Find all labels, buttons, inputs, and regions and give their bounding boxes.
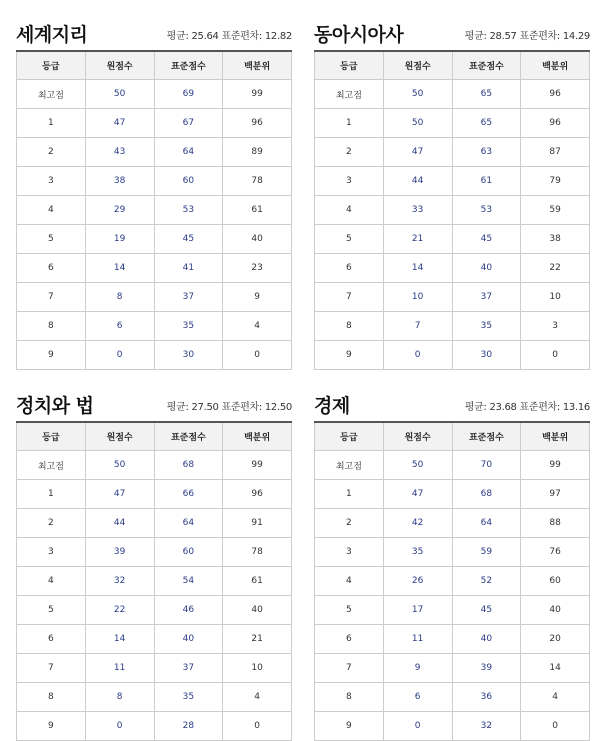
table-header-row	[315, 51, 590, 80]
subject-title: 정치와 법	[16, 395, 94, 417]
grade-cell: 8	[315, 312, 384, 341]
raw-score-cell: 0	[85, 712, 154, 741]
raw-score-cell: 14	[85, 625, 154, 654]
percentile-header: 백분위	[223, 51, 292, 80]
percentile-cell: 88	[521, 509, 590, 538]
raw-score-header: 원점수	[383, 51, 452, 80]
standard-score-header: 표준점수	[452, 51, 521, 80]
raw-score-cell: 50	[85, 80, 154, 109]
standard-score-cell: 30	[452, 341, 521, 370]
grade-cell: 1	[17, 109, 86, 138]
standard-score-cell: 37	[452, 283, 521, 312]
raw-score-cell: 50	[383, 80, 452, 109]
grade-cell: 4	[17, 196, 86, 225]
grade-cell: 최고점	[315, 80, 384, 109]
grade-cell: 4	[315, 196, 384, 225]
table-row	[17, 312, 292, 341]
table-row	[315, 80, 590, 109]
table-row	[17, 712, 292, 741]
standard-score-cell: 37	[154, 283, 223, 312]
table-row	[315, 196, 590, 225]
percentile-cell: 60	[521, 567, 590, 596]
standard-score-cell: 68	[154, 451, 223, 480]
standard-score-cell: 60	[154, 538, 223, 567]
table-row	[17, 109, 292, 138]
table-row	[315, 312, 590, 341]
percentile-cell: 96	[223, 109, 292, 138]
standard-score-cell: 45	[452, 596, 521, 625]
percentile-cell: 14	[521, 654, 590, 683]
subject-stats: 평균: 28.57 표준편차: 14.29	[464, 31, 590, 42]
table-row	[315, 567, 590, 596]
grade-cell: 2	[315, 509, 384, 538]
percentile-cell: 78	[223, 167, 292, 196]
grade-cell: 6	[17, 254, 86, 283]
raw-score-header: 원점수	[85, 51, 154, 80]
percentile-cell: 10	[223, 654, 292, 683]
raw-score-cell: 50	[85, 451, 154, 480]
standard-score-cell: 40	[154, 625, 223, 654]
raw-score-cell: 14	[85, 254, 154, 283]
raw-score-cell: 26	[383, 567, 452, 596]
table-row	[17, 167, 292, 196]
percentile-cell: 76	[521, 538, 590, 567]
grade-cell: 2	[17, 509, 86, 538]
percentile-cell: 21	[223, 625, 292, 654]
raw-score-cell: 44	[383, 167, 452, 196]
standard-score-cell: 40	[452, 625, 521, 654]
table-row	[17, 225, 292, 254]
table-row	[315, 451, 590, 480]
raw-score-cell: 47	[85, 109, 154, 138]
panel-header	[16, 18, 292, 50]
subject-panel	[16, 18, 292, 370]
raw-score-cell: 50	[383, 109, 452, 138]
grade-cell: 6	[17, 625, 86, 654]
raw-score-cell: 35	[383, 538, 452, 567]
percentile-cell: 40	[223, 225, 292, 254]
raw-score-cell: 39	[85, 538, 154, 567]
standard-score-cell: 53	[452, 196, 521, 225]
standard-score-cell: 40	[452, 254, 521, 283]
raw-score-cell: 47	[383, 138, 452, 167]
raw-score-cell: 8	[85, 283, 154, 312]
table-row	[315, 654, 590, 683]
raw-score-cell: 32	[85, 567, 154, 596]
grade-cell: 8	[17, 312, 86, 341]
percentile-cell: 61	[223, 567, 292, 596]
grade-header: 등급	[17, 422, 86, 451]
grade-header: 등급	[315, 422, 384, 451]
table-header-row	[17, 51, 292, 80]
panel-header	[314, 389, 590, 421]
standard-score-cell: 32	[452, 712, 521, 741]
standard-score-cell: 52	[452, 567, 521, 596]
subject-title: 동아시아사	[314, 24, 404, 46]
grade-header: 등급	[17, 51, 86, 80]
grade-cell: 5	[17, 225, 86, 254]
grade-cell: 6	[315, 254, 384, 283]
standard-score-cell: 68	[452, 480, 521, 509]
subject-stats: 평균: 23.68 표준편차: 13.16	[464, 402, 590, 413]
grade-cell: 5	[315, 225, 384, 254]
grade-cell: 1	[315, 480, 384, 509]
grade-cell: 7	[17, 283, 86, 312]
grade-header: 등급	[315, 51, 384, 80]
subject-stats: 평균: 25.64 표준편차: 12.82	[166, 31, 292, 42]
percentile-cell: 9	[223, 283, 292, 312]
raw-score-cell: 47	[383, 480, 452, 509]
grade-table	[16, 421, 292, 741]
raw-score-cell: 6	[383, 683, 452, 712]
table-row	[17, 451, 292, 480]
percentile-cell: 0	[223, 712, 292, 741]
grade-cell: 1	[17, 480, 86, 509]
standard-score-cell: 64	[154, 509, 223, 538]
table-row	[17, 196, 292, 225]
standard-score-cell: 65	[452, 80, 521, 109]
table-row	[315, 538, 590, 567]
panel-header	[314, 18, 590, 50]
standard-score-cell: 59	[452, 538, 521, 567]
table-row	[315, 712, 590, 741]
percentile-cell: 0	[521, 712, 590, 741]
percentile-header: 백분위	[521, 51, 590, 80]
percentile-cell: 99	[223, 451, 292, 480]
percentile-cell: 3	[521, 312, 590, 341]
percentile-cell: 97	[521, 480, 590, 509]
standard-score-cell: 60	[154, 167, 223, 196]
grade-cell: 최고점	[315, 451, 384, 480]
grade-cell: 5	[17, 596, 86, 625]
standard-score-cell: 37	[154, 654, 223, 683]
standard-score-cell: 35	[452, 312, 521, 341]
table-row	[315, 341, 590, 370]
subject-title: 경제	[314, 395, 350, 417]
raw-score-cell: 38	[85, 167, 154, 196]
table-row	[315, 625, 590, 654]
percentile-cell: 4	[521, 683, 590, 712]
percentile-cell: 0	[521, 341, 590, 370]
raw-score-cell: 0	[383, 341, 452, 370]
standard-score-cell: 28	[154, 712, 223, 741]
table-row	[315, 225, 590, 254]
raw-score-cell: 22	[85, 596, 154, 625]
percentile-cell: 4	[223, 683, 292, 712]
table-row	[17, 254, 292, 283]
raw-score-cell: 0	[85, 341, 154, 370]
subject-panel	[314, 18, 590, 370]
percentile-cell: 59	[521, 196, 590, 225]
standard-score-cell: 36	[452, 683, 521, 712]
raw-score-cell: 0	[383, 712, 452, 741]
standard-score-cell: 70	[452, 451, 521, 480]
raw-score-cell: 29	[85, 196, 154, 225]
percentile-cell: 40	[223, 596, 292, 625]
table-row	[17, 480, 292, 509]
percentile-cell: 91	[223, 509, 292, 538]
table-row	[17, 341, 292, 370]
standard-score-cell: 45	[452, 225, 521, 254]
table-row	[315, 138, 590, 167]
raw-score-cell: 33	[383, 196, 452, 225]
standard-score-cell: 64	[452, 509, 521, 538]
percentile-cell: 79	[521, 167, 590, 196]
subject-panel	[16, 389, 292, 741]
subject-stats: 평균: 27.50 표준편차: 12.50	[166, 402, 292, 413]
standard-score-header: 표준점수	[154, 422, 223, 451]
raw-score-cell: 21	[383, 225, 452, 254]
grade-cell: 9	[315, 341, 384, 370]
standard-score-cell: 66	[154, 480, 223, 509]
percentile-cell: 10	[521, 283, 590, 312]
table-row	[315, 109, 590, 138]
table-row	[17, 138, 292, 167]
table-row	[17, 567, 292, 596]
grade-cell: 2	[315, 138, 384, 167]
grade-cell: 4	[17, 567, 86, 596]
percentile-cell: 40	[521, 596, 590, 625]
standard-score-cell: 35	[154, 312, 223, 341]
table-row	[315, 167, 590, 196]
raw-score-cell: 47	[85, 480, 154, 509]
percentile-cell: 89	[223, 138, 292, 167]
standard-score-cell: 41	[154, 254, 223, 283]
table-header-row	[315, 422, 590, 451]
grade-cell: 3	[17, 167, 86, 196]
standard-score-cell: 35	[154, 683, 223, 712]
standard-score-cell: 54	[154, 567, 223, 596]
table-row	[315, 509, 590, 538]
raw-score-cell: 11	[383, 625, 452, 654]
raw-score-cell: 43	[85, 138, 154, 167]
percentile-cell: 4	[223, 312, 292, 341]
grade-cell: 최고점	[17, 451, 86, 480]
grade-cell: 3	[315, 167, 384, 196]
percentile-cell: 38	[521, 225, 590, 254]
grade-cell: 8	[315, 683, 384, 712]
raw-score-cell: 11	[85, 654, 154, 683]
percentile-cell: 23	[223, 254, 292, 283]
table-row	[17, 80, 292, 109]
table-row	[17, 654, 292, 683]
table-row	[17, 538, 292, 567]
grade-cell: 9	[315, 712, 384, 741]
grade-cell: 7	[315, 654, 384, 683]
percentile-header: 백분위	[521, 422, 590, 451]
standard-score-cell: 30	[154, 341, 223, 370]
standard-score-cell: 64	[154, 138, 223, 167]
percentile-cell: 99	[223, 80, 292, 109]
table-row	[315, 254, 590, 283]
grade-cell: 3	[17, 538, 86, 567]
raw-score-cell: 42	[383, 509, 452, 538]
standard-score-header: 표준점수	[452, 422, 521, 451]
raw-score-cell: 50	[383, 451, 452, 480]
raw-score-cell: 44	[85, 509, 154, 538]
percentile-header: 백분위	[223, 422, 292, 451]
standard-score-cell: 69	[154, 80, 223, 109]
grade-table	[16, 50, 292, 370]
raw-score-cell: 17	[383, 596, 452, 625]
percentile-cell: 22	[521, 254, 590, 283]
grade-cell: 9	[17, 341, 86, 370]
grade-table	[314, 421, 590, 741]
raw-score-cell: 6	[85, 312, 154, 341]
percentile-cell: 99	[521, 451, 590, 480]
grade-cell: 7	[17, 654, 86, 683]
percentile-cell: 20	[521, 625, 590, 654]
standard-score-cell: 53	[154, 196, 223, 225]
raw-score-cell: 19	[85, 225, 154, 254]
percentile-cell: 0	[223, 341, 292, 370]
grade-cell: 4	[315, 567, 384, 596]
standard-score-cell: 45	[154, 225, 223, 254]
table-row	[17, 509, 292, 538]
grade-cell: 최고점	[17, 80, 86, 109]
percentile-cell: 61	[223, 196, 292, 225]
raw-score-header: 원점수	[383, 422, 452, 451]
standard-score-header: 표준점수	[154, 51, 223, 80]
standard-score-cell: 67	[154, 109, 223, 138]
percentile-cell: 78	[223, 538, 292, 567]
grade-cell: 2	[17, 138, 86, 167]
standard-score-cell: 61	[452, 167, 521, 196]
grade-table	[314, 50, 590, 370]
standard-score-cell: 65	[452, 109, 521, 138]
subject-title: 세계지리	[16, 24, 88, 46]
table-row	[17, 625, 292, 654]
subject-panel	[314, 389, 590, 741]
standard-score-cell: 39	[452, 654, 521, 683]
grade-cell: 6	[315, 625, 384, 654]
table-row	[315, 683, 590, 712]
raw-score-cell: 8	[85, 683, 154, 712]
grade-cell: 1	[315, 109, 384, 138]
grade-cell: 9	[17, 712, 86, 741]
table-row	[315, 596, 590, 625]
percentile-cell: 96	[223, 480, 292, 509]
table-row	[315, 283, 590, 312]
table-row	[315, 480, 590, 509]
percentile-cell: 87	[521, 138, 590, 167]
percentile-cell: 96	[521, 80, 590, 109]
grade-cell: 7	[315, 283, 384, 312]
standard-score-cell: 63	[452, 138, 521, 167]
raw-score-cell: 7	[383, 312, 452, 341]
raw-score-cell: 14	[383, 254, 452, 283]
table-row	[17, 283, 292, 312]
raw-score-cell: 10	[383, 283, 452, 312]
table-row	[17, 683, 292, 712]
raw-score-cell: 9	[383, 654, 452, 683]
grade-cell: 3	[315, 538, 384, 567]
panel-header	[16, 389, 292, 421]
raw-score-header: 원점수	[85, 422, 154, 451]
percentile-cell: 96	[521, 109, 590, 138]
table-header-row	[17, 422, 292, 451]
grade-cell: 8	[17, 683, 86, 712]
table-row	[17, 596, 292, 625]
grade-cell: 5	[315, 596, 384, 625]
standard-score-cell: 46	[154, 596, 223, 625]
